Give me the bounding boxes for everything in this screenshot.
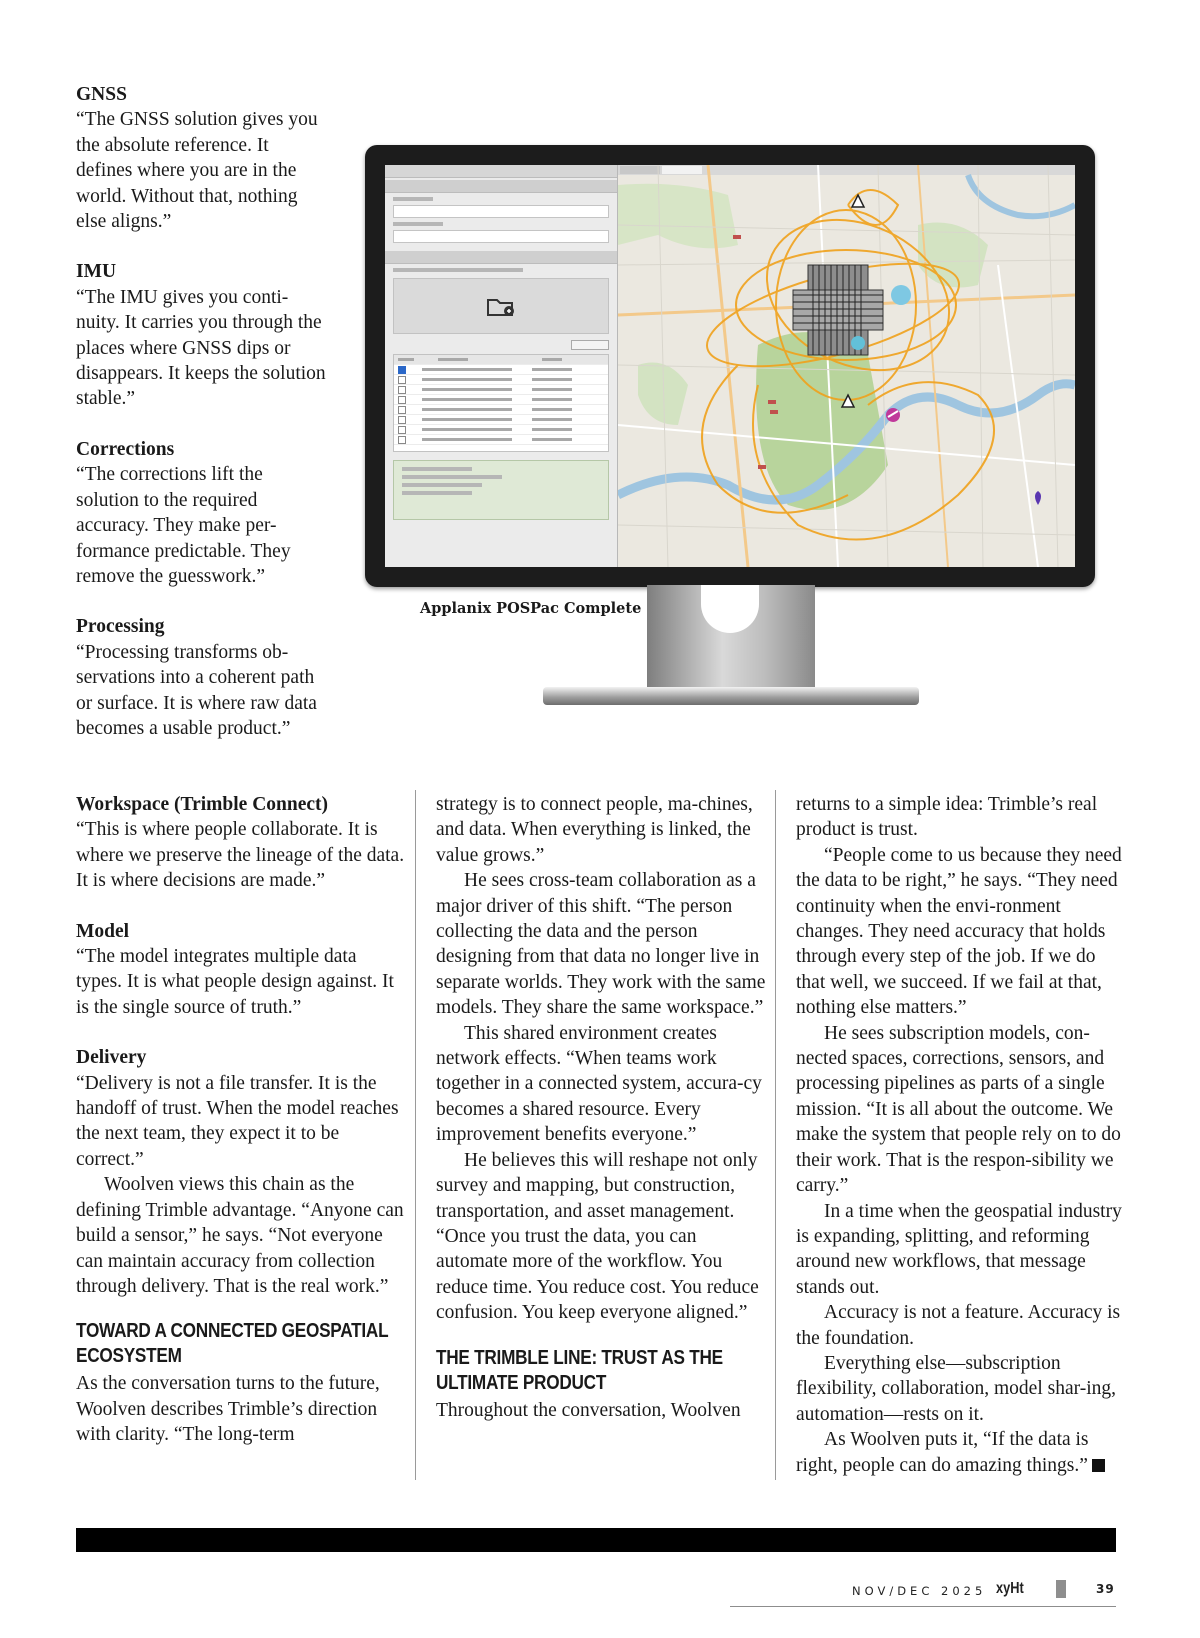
term-workspace: [76, 792, 406, 894]
paragraph: As the conversation turns to the future, Woolven describes Trimble’s direction with clarity. “The long-term: [76, 1373, 380, 1446]
paragraph: Accuracy is not a feature. Accuracy is the foundation.: [796, 1302, 1121, 1349]
term-imu: [76, 259, 326, 411]
term-title: Processing: [76, 616, 165, 638]
panel-label: [393, 268, 523, 272]
panel-label: [393, 197, 433, 201]
term-processing: [76, 614, 326, 741]
section-heading: TOWARD A CONNECTED GEOSPATIAL ECOSYSTEM: [76, 1320, 389, 1368]
term-quote: “The IMU gives you conti-nuity. It carries you through the places where GNSS dips or disappears. It keeps the solution stable.”: [76, 286, 326, 410]
footer-separator: [1056, 1580, 1066, 1598]
term-title: GNSS: [76, 84, 127, 105]
file-row: [394, 415, 608, 425]
details-box: [393, 460, 609, 520]
panel-section-header: [385, 180, 617, 193]
panel-section-header: [385, 251, 617, 264]
monitor-figure: [365, 145, 1095, 705]
monitor-bezel: [365, 145, 1095, 587]
file-table-header: [394, 355, 608, 365]
term-title: Corrections: [76, 438, 175, 460]
term-quote: “Delivery is not a file transfer. It is the handoff of trust. When the model reaches the next team, they expect it to be correct.”: [76, 1072, 399, 1170]
panel-label: [393, 222, 443, 226]
panel-field: [393, 205, 609, 218]
panel-button-row: [393, 340, 609, 350]
column-divider: [415, 790, 416, 1480]
file-row: [394, 435, 608, 445]
issue-date: NOV/DEC 2025: [852, 1584, 987, 1598]
paragraph: [796, 1427, 1126, 1478]
column-1: [76, 792, 406, 1448]
drop-area: [393, 278, 609, 334]
paragraph: Throughout the conversation, Woolven: [436, 1399, 741, 1421]
term-title: IMU: [76, 261, 117, 283]
term-delivery: [76, 1045, 406, 1172]
column-2: [436, 792, 766, 1423]
monitor-screen: [385, 165, 1075, 567]
paragraph: He believes this will reshape not only survey and mapping, but construction, transportation, and asset management. “Once you trust the data, you can automate more of the workflow. You reduce time. You reduce cost. You reduce confusion. You keep everyone aligned.”: [436, 1149, 759, 1324]
magazine-name: xyHt: [996, 1580, 1024, 1597]
file-row: [394, 425, 608, 435]
term-quote: “This is where people collaborate. It is where we preserve the lineage of the data. It is where decisions are made.”: [76, 819, 405, 892]
map-view: [618, 165, 1075, 567]
file-row: [394, 385, 608, 395]
file-row: [394, 375, 608, 385]
file-row: [394, 405, 608, 415]
panel-titlebar: [385, 165, 617, 178]
panel-field: [393, 230, 609, 243]
file-row: [394, 365, 608, 375]
paragraph: This shared environment creates network effects. “When teams work together in a connected system, accura-cy becomes a shared resource. Every improvement benefits everyone.”: [436, 1022, 762, 1146]
paragraph: “People come to us because they need the data to be right,” he says. “They need continuity when the envi-ronment changes. They need accuracy that holds through every step of the job. If we do that well, we succeed. If we fail at that, nothing else matters.”: [796, 844, 1122, 1019]
paragraph: He sees cross-team collaboration as a major driver of this shift. “The person collecting the data and the person designing from that data no longer live in separate worlds. They work with the same models. They share the same workspace.”: [436, 870, 766, 1019]
column-divider: [775, 790, 776, 1480]
term-gnss: [76, 82, 326, 234]
end-mark-icon: [1092, 1459, 1105, 1472]
term-quote: “The GNSS solution gives you the absolute reference. It defines where you are in the world. Without that, nothing else aligns.”: [76, 109, 318, 233]
panel-button: [571, 340, 609, 350]
page-number: 39: [1096, 1582, 1115, 1596]
footer-rule: [730, 1606, 1116, 1607]
folder-icon: [486, 295, 516, 317]
term-quote: “The corrections lift the solution to the required accuracy. They make per-formance predictable. They remove the guesswork.”: [76, 464, 291, 587]
paragraph: Everything else—subscription flexibility, collaboration, model shar-ing, automation—rests on it.: [796, 1352, 1117, 1425]
file-row: [394, 395, 608, 405]
software-panel: [385, 165, 618, 567]
footer-bar: [76, 1528, 1116, 1552]
closing-text: As Woolven puts it, “If the data is right, people can do amazing things.”: [796, 1429, 1089, 1476]
term-title: Model: [76, 920, 130, 942]
term-title: Delivery: [76, 1047, 147, 1069]
paragraph: In a time when the geospatial industry is expanding, splitting, and reforming around new workflows, that message stands out.: [796, 1200, 1122, 1298]
column-3: [796, 792, 1126, 1478]
paragraph: Woolven views this chain as the defining Trimble advantage. “Anyone can build a sensor,” he says. “Not everyone can maintain accuracy from collection through delivery. That is the real work.”: [76, 1174, 404, 1297]
section-heading: THE TRIMBLE LINE: TRUST AS THE ULTIMATE PRODUCT: [436, 1346, 723, 1394]
term-quote: “Processing transforms ob-servations into a coherent path or surface. It is where raw data becomes a usable product.”: [76, 641, 317, 739]
paragraph: He sees subscription models, con-nected spaces, corrections, sensors, and processing pipelines as parts of a single mission. “It is all about the outcome. We make the system that people rely on to do their work. That is the respon-sibility we carry.”: [796, 1022, 1121, 1197]
term-corrections: [76, 437, 326, 589]
top-left-term-list: [76, 82, 326, 766]
figure-caption: Applanix POSPac Complete: [420, 600, 642, 617]
term-title: Workspace (Trimble Connect): [76, 794, 329, 815]
monitor-base: [543, 687, 919, 705]
file-table: [393, 354, 609, 452]
drone-icon: [886, 408, 900, 422]
term-model: [76, 919, 406, 1021]
paragraph: strategy is to connect people, ma-chines, and data. When everything is linked, the value grows.”: [436, 794, 753, 866]
term-quote: “The model integrates multiple data types. It is what people design against. It is the single source of truth.”: [76, 946, 394, 1018]
paragraph: returns to a simple idea: Trimble’s real product is trust.: [796, 794, 1098, 841]
